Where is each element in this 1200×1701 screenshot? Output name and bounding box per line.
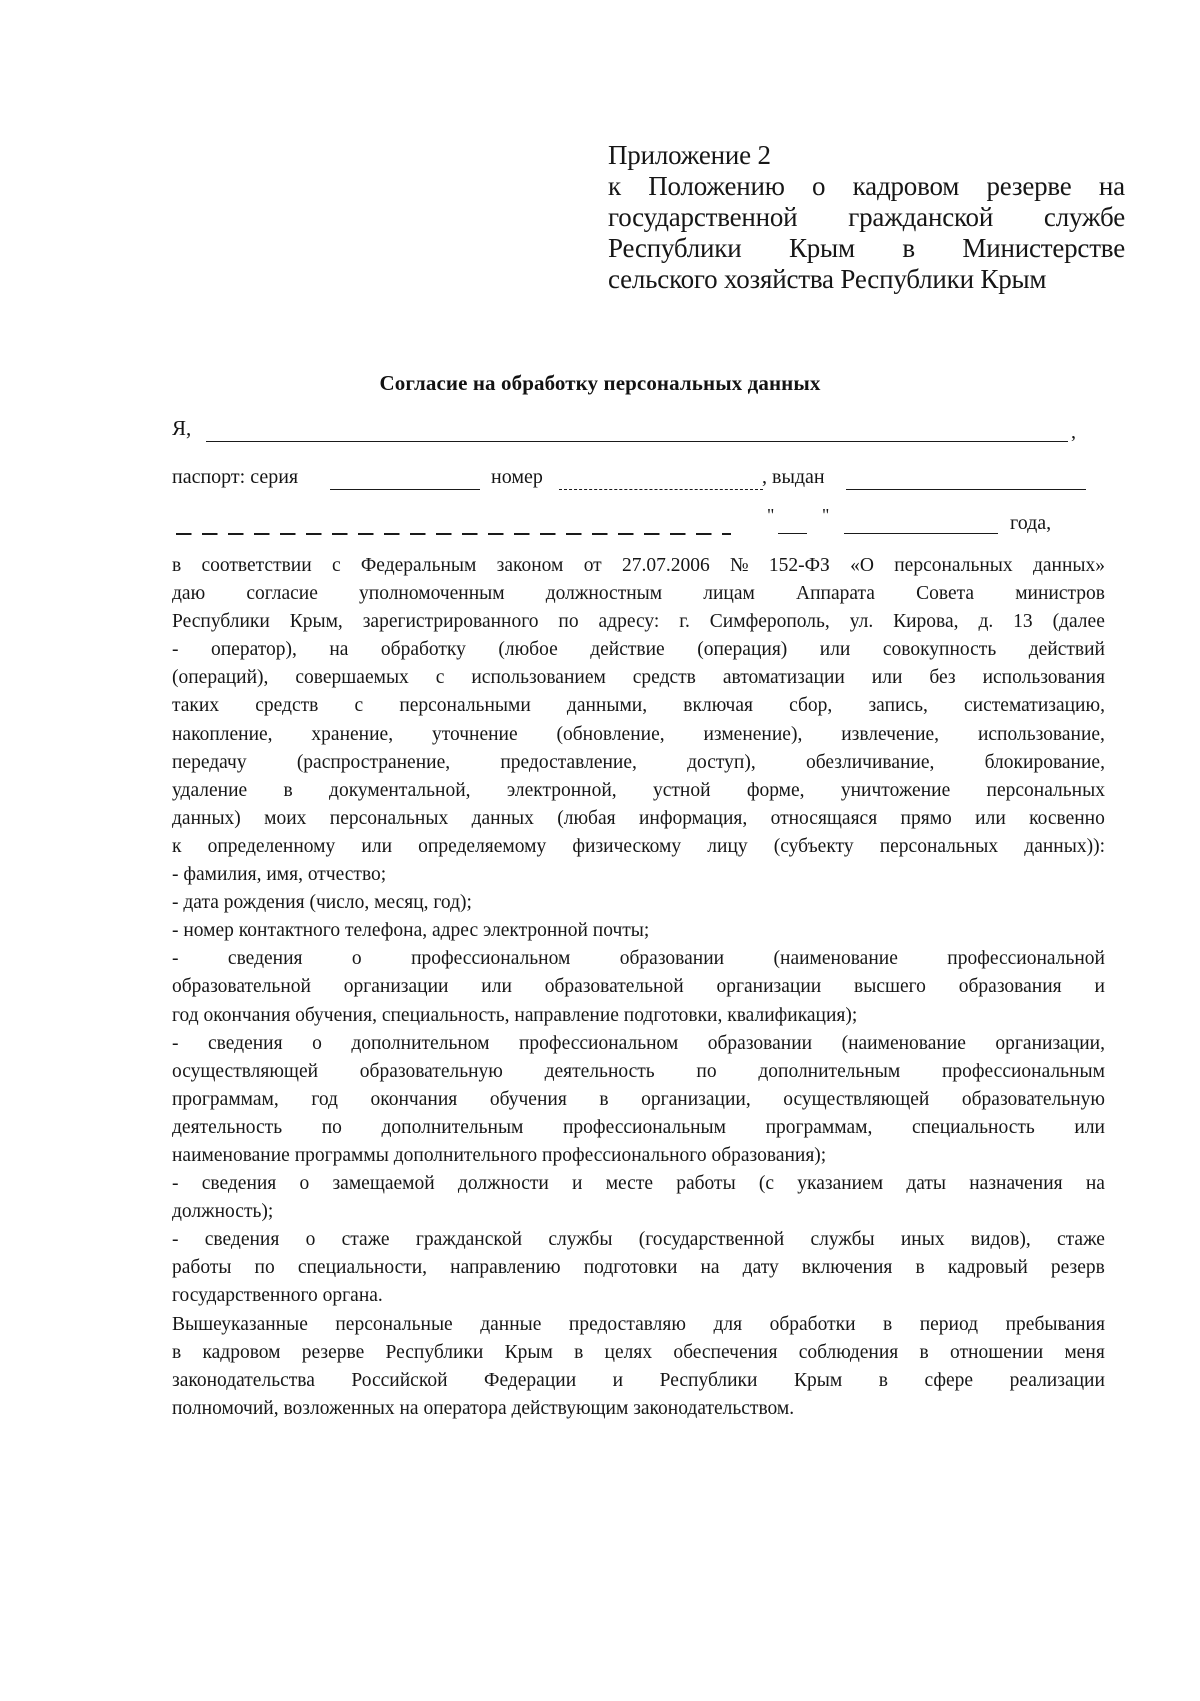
body-word: реализации [1009,1369,1105,1391]
body-word: на [329,639,349,661]
appendix-line-4 [608,233,1125,264]
appendix-header [608,140,1125,295]
body-word: должности [457,1173,549,1195]
body-word: отношении [950,1341,1044,1363]
body-word: оператор), [210,639,297,661]
body-word: действий [1028,639,1105,661]
body-word: законодательства [172,1369,315,1391]
body-word: образовании [707,1032,813,1054]
appendix-word: резерве [986,171,1072,201]
passport-series-field[interactable] [330,489,480,490]
body-word: от [583,555,602,576]
body-word: образовательной [172,976,311,998]
body-word: профессиональном [411,948,571,970]
body-word: использование, [977,723,1105,745]
body-word: о [351,948,362,970]
body-line [172,777,1105,805]
appendix-word: службе [1043,202,1125,232]
body-word: дополнительным [758,1060,901,1082]
body-line: - номер контактного телефона, адрес электронной почты; [172,920,650,942]
body-word: обезличивание, [805,751,935,773]
body-word: Республики [659,1369,758,1391]
body-word: сфере [924,1369,974,1391]
body-word: действие [590,639,665,661]
body-word: определенному [207,835,336,857]
body-word: прямо [900,807,952,829]
body-word: меня [1064,1341,1105,1363]
body-word: персональных [879,835,999,857]
body-word: службы [810,1229,875,1251]
body-word: кадровый [947,1257,1028,1279]
body-word: (наименование [773,948,898,970]
body-word: использования [982,667,1105,689]
body-word: совершаемых [295,667,409,689]
body-word: окончания [370,1088,458,1110]
body-word: в [172,555,182,576]
appendix-word: гражданской [848,202,994,232]
body-word: осуществляющей [172,1060,319,1082]
body-word: иных [900,1229,945,1251]
body-line [172,973,1105,1001]
body-word: (далее [1052,611,1105,633]
body-word: работы [676,1173,736,1195]
body-word: форме, [746,779,805,801]
appendix-word: Положению [648,171,785,201]
body-word: доступ), [687,751,756,773]
body-line: государственного органа. [172,1285,383,1307]
body-word: д. [978,611,994,633]
body-word: персональные [335,1313,453,1335]
body-word: профессиональном [519,1032,679,1054]
body-word: стаже [341,1229,390,1251]
body-word: деятельность [172,1116,283,1138]
body-word: данных)): [1024,835,1105,857]
body-word: профессиональным [941,1060,1105,1082]
body-word: на [1085,1173,1105,1195]
body-word: ул. [849,611,874,633]
body-line [172,1170,1105,1198]
body-line [172,580,1105,608]
appendix-line-5: сельского хозяйства Республики Крым [608,264,1047,294]
body-word: определяемому [418,835,547,857]
ya-label: Я, [172,416,192,440]
body-line [172,636,1105,664]
body-word: устной [652,779,711,801]
body-word: организации, [995,1032,1105,1054]
body-word: Крым [504,1341,553,1363]
body-line [172,1058,1105,1086]
body-word: резерве [301,1341,365,1363]
body-word: сведения [201,1173,277,1195]
body-line [172,833,1105,861]
body-word: программам, [172,1088,279,1110]
body-word: сведения [227,948,303,970]
body-word: предоставляю [568,1313,686,1335]
body-line [172,1030,1105,1058]
body-word: (наименование [841,1032,966,1054]
body-word: Аппарата [796,583,875,605]
date-quote-open: " [767,505,775,525]
body-line [172,1339,1105,1367]
body-word: законом [496,555,564,576]
body-line [172,552,1105,580]
body-word: даты [906,1173,947,1195]
body-word: и [1094,976,1105,998]
body-word: электронной, [506,779,617,801]
appendix-word: на [1098,171,1125,201]
body-word: Федерации [484,1369,577,1391]
body-word: (любая [557,807,616,829]
body-word: Симферополь, [709,611,830,633]
passport-issuer-continuation-field[interactable] [176,533,731,535]
document-title: Согласие на обработку персональных данных [379,371,821,395]
passport-series-label: паспорт: серия [172,466,299,488]
body-word: организации [716,976,822,998]
body-word: информация, [638,807,748,829]
body-word: или [819,639,851,661]
body-word: (государственной [638,1229,785,1251]
body-word: службы [548,1229,613,1251]
body-word: дату [742,1257,779,1279]
body-word: дополнительным [381,1116,524,1138]
body-word: изменение), [703,723,803,745]
body-word: средств [255,695,319,717]
appendix-word: в [902,233,915,263]
body-word: (любое [498,639,558,661]
body-line: наименование программы дополнительного профессионального образования); [172,1144,827,1166]
body-word: стаже [1057,1229,1105,1251]
body-word: и [572,1173,583,1195]
body-word: - [172,1173,179,1195]
consent-body-text [172,552,1105,1423]
body-word: организации [343,976,449,998]
body-word: дополнительном [351,1032,490,1054]
body-word: в [915,1257,925,1279]
body-word: сведения [204,1229,280,1251]
body-word: запись, [868,695,928,717]
date-quote-close: " [822,505,830,525]
appendix-word: Министерстве [962,233,1125,263]
body-word: замещаемой [332,1173,435,1195]
body-word: Кирова, [893,611,959,633]
body-word: месте [605,1173,654,1195]
body-word: с [435,667,445,689]
body-word: обработки [769,1313,856,1335]
body-word: передачу [172,751,247,773]
body-word: профессиональной [947,948,1105,970]
body-word: обработку [380,639,466,661]
body-word: физическому [572,835,682,857]
body-word: Российской [351,1369,448,1391]
body-word: подготовки [583,1257,678,1279]
body-word: автоматизации [722,667,845,689]
body-word: таких [172,695,220,717]
body-word: по [558,611,579,633]
body-word: высшего [854,976,926,998]
body-word: (обновление, [556,723,665,745]
passport-issued-by-field[interactable] [846,489,1086,490]
body-word: в [574,1341,584,1363]
body-word: в [599,1088,609,1110]
body-word: использованием [471,667,606,689]
body-word: лицам [703,583,755,605]
body-word: 27.07.2006 [621,555,710,576]
body-line: - фамилия, имя, отчество; [172,864,387,886]
body-word: направлению [450,1257,561,1279]
body-word: специальности, [297,1257,428,1279]
body-word: блокирование, [984,751,1105,773]
body-word: соблюдения [798,1341,899,1363]
body-word: указанием [797,1173,884,1195]
body-word: без [929,667,956,689]
body-word: соответствии [201,555,312,576]
body-word: г. [679,611,690,633]
body-line [172,1311,1105,1339]
body-word: обеспечения [673,1341,778,1363]
body-line [172,664,1105,692]
body-word: данные [480,1313,542,1335]
body-word: или [871,667,903,689]
body-line [172,945,1105,973]
body-word: о [312,1032,322,1054]
body-line [172,805,1105,833]
body-word: образовании [619,948,725,970]
body-word: программам, [765,1116,873,1138]
body-word: профессиональным [563,1116,726,1138]
body-word: уполномоченным [359,583,505,605]
body-word: - [172,1032,179,1054]
body-word: год [311,1088,338,1110]
body-word: или [361,835,393,857]
body-word: Республики [172,611,270,633]
body-word: - [172,1229,179,1251]
body-word: (операций), [172,667,269,689]
body-word: Крым [794,1369,843,1391]
appendix-word: кадровом [852,171,960,201]
body-word: в [172,1341,182,1363]
body-word: о [305,1229,316,1251]
body-line [172,1226,1105,1254]
body-word: целях [604,1341,653,1363]
body-word: № [730,555,749,576]
body-word: моих [264,807,307,829]
body-word: (операция) [697,639,788,661]
body-word: удаление [172,779,248,801]
body-word: организации, [641,1088,751,1110]
body-line: полномочий, возложенных на оператора действующим законодательством. [172,1397,795,1419]
body-word: данных) [172,807,241,829]
body-word: обучения [489,1088,567,1110]
body-word: накопление, [172,723,273,745]
body-word: Крым, [289,611,343,633]
body-word: должностным [545,583,663,605]
body-word: кадровом [202,1341,281,1363]
body-word: в [919,1341,929,1363]
body-word: лицу [707,835,748,857]
body-word: данных» [1032,555,1105,576]
body-word: гражданской [415,1229,523,1251]
body-word: образования [958,976,1062,998]
issue-day-field[interactable] [778,533,807,534]
body-line [172,749,1105,777]
body-line [172,1254,1105,1282]
body-line [172,1086,1105,1114]
body-word: осуществляющей [783,1088,930,1110]
issue-month-year-field[interactable] [844,533,998,534]
body-word: назначения [969,1173,1063,1195]
body-word: Вышеуказанные [172,1313,308,1335]
body-line [172,721,1105,749]
body-word: министров [1015,583,1105,605]
body-word: даю [172,583,206,605]
body-word: Республики [385,1341,484,1363]
body-word: персональных [329,807,449,829]
body-word: образовательную [359,1060,503,1082]
body-word: деятельность [544,1060,655,1082]
body-word: согласие [246,583,318,605]
body-word: в [283,779,293,801]
year-label: года, [1010,512,1052,534]
body-line: - дата рождения (число, месяц, год); [172,892,472,914]
body-word: пребывания [1005,1313,1105,1335]
body-word: в [878,1369,888,1391]
body-word: Федеральным [360,555,477,576]
body-word: по [254,1257,275,1279]
body-word: или [975,807,1006,829]
body-word: резерв [1050,1257,1105,1279]
body-word: включая [683,695,753,717]
body-word: совокупность [882,639,997,661]
passport-issued-label: , выдан [762,466,825,488]
body-word: систематизацию, [964,695,1105,717]
appendix-number: Приложение 2 [608,140,771,170]
passport-number-field[interactable] [559,489,763,490]
body-word: хранение, [311,723,394,745]
body-word: зарегистрированного [362,611,539,633]
body-word: (с [758,1173,775,1195]
body-line [172,1367,1105,1395]
body-word: (субъекту [773,835,854,857]
body-word: с [331,555,341,576]
appendix-line-3 [608,202,1125,233]
body-word: с [354,695,364,717]
body-word: по [696,1060,717,1082]
body-line [172,692,1105,720]
body-word: Совета [916,583,975,605]
body-word: персональных [894,555,1013,576]
body-word: 13 [1013,611,1033,633]
appendix-word: Крым [788,233,855,263]
body-word: включения [801,1257,893,1279]
body-word: для [713,1313,743,1335]
body-word: в [883,1313,893,1335]
appendix-word: к [608,171,621,201]
body-word: работы [172,1257,232,1279]
body-word: или [481,976,512,998]
body-line: должность); [172,1201,274,1223]
body-word: уничтожение [840,779,951,801]
ya-end-comma: , [1071,421,1076,443]
body-word: или [1074,1116,1105,1138]
body-word: документальной, [329,779,471,801]
passport-number-label: номер [491,466,543,488]
body-word: относящаяся [770,807,878,829]
body-word: данных [471,807,534,829]
appendix-line-2 [608,171,1125,202]
appendix-word: Республики [608,233,742,263]
body-word: о [299,1173,310,1195]
body-word: «О [850,555,874,576]
body-word: персональными [399,695,531,717]
body-word: 152-ФЗ [768,555,830,576]
body-word: по [321,1116,342,1138]
body-word: персональных [986,779,1105,801]
body-word: сбор, [789,695,833,717]
full-name-field[interactable] [206,441,1068,442]
body-word: предоставление, [500,751,637,773]
body-word: образовательной [544,976,684,998]
body-word: косвенно [1029,807,1105,829]
body-line: год окончания обучения, специальность, направление подготовки, квалификация); [172,1004,858,1026]
appendix-word: государственной [608,202,798,232]
body-word: средств [632,667,696,689]
appendix-word: о [812,171,826,201]
body-word: образовательную [961,1088,1105,1110]
body-word: сведения [208,1032,283,1054]
body-word: адресу: [598,611,660,633]
body-line [172,1114,1105,1142]
body-word: - [172,639,179,661]
body-line [172,608,1105,636]
body-word: специальность [911,1116,1035,1138]
body-word: (распространение, [296,751,451,773]
body-word: к [172,835,182,857]
body-word: видов), [970,1229,1031,1251]
body-word: - [172,948,179,970]
body-word: данными, [566,695,648,717]
body-word: извлечение, [841,723,940,745]
body-word: и [612,1369,624,1391]
body-word: уточнение [431,723,518,745]
body-word: период [919,1313,979,1335]
body-word: на [700,1257,720,1279]
